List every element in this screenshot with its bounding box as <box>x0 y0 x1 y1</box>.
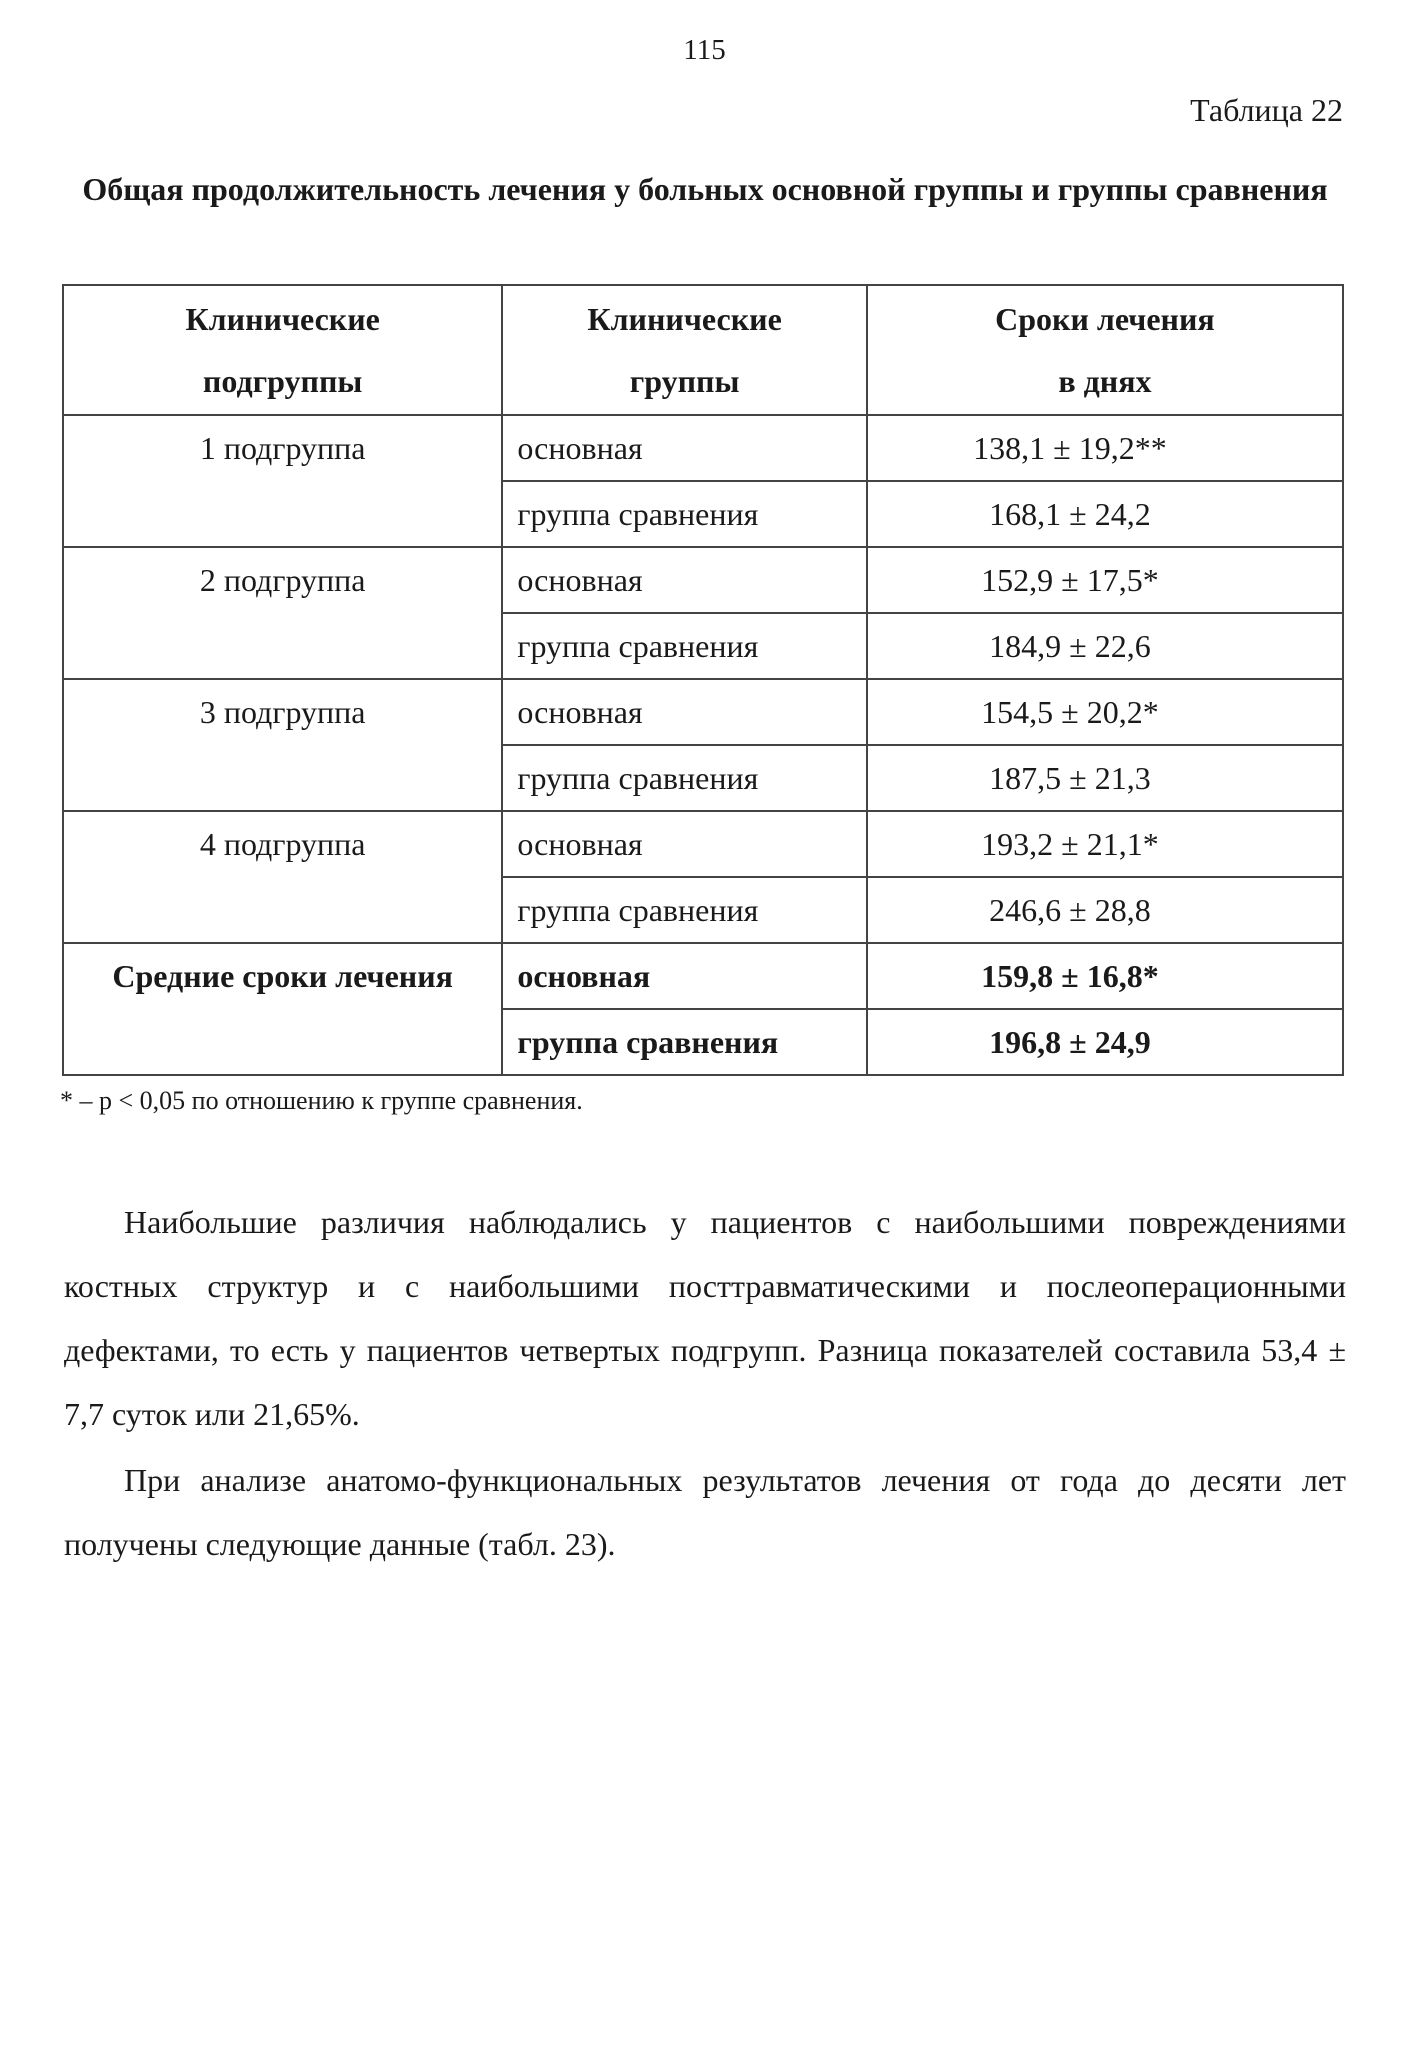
value-cell: 159,8 ± 16,8* <box>867 943 1343 1009</box>
paragraph-text: Наибольшие различия наблюдались у пациентов с наибольшими повреждениями костных структур и с наибольшими посттравматическими и послеоперационными дефектами, то есть у пациентов четвертых подгрупп. Разница показателей составила 53,4 ± 7,7 суток или 21,65%. <box>64 1204 1346 1432</box>
treatment-duration-table <box>62 284 1344 1076</box>
header-duration-line2: в днях <box>1058 363 1152 399</box>
table-row <box>63 679 1343 745</box>
table-row-average <box>63 943 1343 1009</box>
header-subgroups-line2: подгруппы <box>202 363 363 399</box>
group-cell: группа сравнения <box>502 877 867 943</box>
header-groups-line1: Клинические <box>587 301 782 337</box>
value-cell: 152,9 ± 17,5* <box>867 547 1343 613</box>
subgroup-cell: 2 подгруппа <box>63 547 502 679</box>
table-row <box>63 547 1343 613</box>
group-cell: группа сравнения <box>502 613 867 679</box>
group-cell: группа сравнения <box>502 745 867 811</box>
value-cell: 196,8 ± 24,9 <box>867 1009 1343 1075</box>
table-header-row <box>63 285 1343 415</box>
group-cell: основная <box>502 811 867 877</box>
table-row <box>63 415 1343 481</box>
subgroup-cell: 4 подгруппа <box>63 811 502 943</box>
table-label: Таблица 22 <box>1190 92 1343 128</box>
header-groups <box>502 285 867 415</box>
group-cell: группа сравнения <box>502 1009 867 1075</box>
subgroup-cell: 1 подгруппа <box>63 415 502 547</box>
value-cell: 193,2 ± 21,1* <box>867 811 1343 877</box>
table-title: Общая продолжительность лечения у больных основной группы и группы сравнения <box>82 171 1328 207</box>
table-row <box>63 811 1343 877</box>
group-cell: основная <box>502 415 867 481</box>
value-cell: 168,1 ± 24,2 <box>867 481 1343 547</box>
header-subgroups-line1: Клинические <box>185 301 380 337</box>
value-cell: 154,5 ± 20,2* <box>867 679 1343 745</box>
header-duration-line1: Сроки лечения <box>995 301 1215 337</box>
header-subgroups <box>63 285 502 415</box>
value-cell: 138,1 ± 19,2** <box>867 415 1343 481</box>
group-cell: основная <box>502 547 867 613</box>
paragraph-text: При анализе анатомо-функциональных результатов лечения от года до десяти лет получены следующие данные (табл. 23). <box>64 1462 1346 1562</box>
header-groups-line2: группы <box>629 363 740 399</box>
table-footnote: * – p < 0,05 по отношению к группе сравнения. <box>60 1086 583 1115</box>
page-number: 115 <box>683 34 726 66</box>
body-paragraph <box>64 1190 1346 1446</box>
group-cell: основная <box>502 679 867 745</box>
value-cell: 246,6 ± 28,8 <box>867 877 1343 943</box>
value-cell: 184,9 ± 22,6 <box>867 613 1343 679</box>
body-paragraph <box>64 1448 1346 1576</box>
subgroup-cell: 3 подгруппа <box>63 679 502 811</box>
value-cell: 187,5 ± 21,3 <box>867 745 1343 811</box>
header-duration <box>867 285 1343 415</box>
group-cell: основная <box>502 943 867 1009</box>
subgroup-cell: Средние сроки лечения <box>63 943 502 1075</box>
group-cell: группа сравнения <box>502 481 867 547</box>
